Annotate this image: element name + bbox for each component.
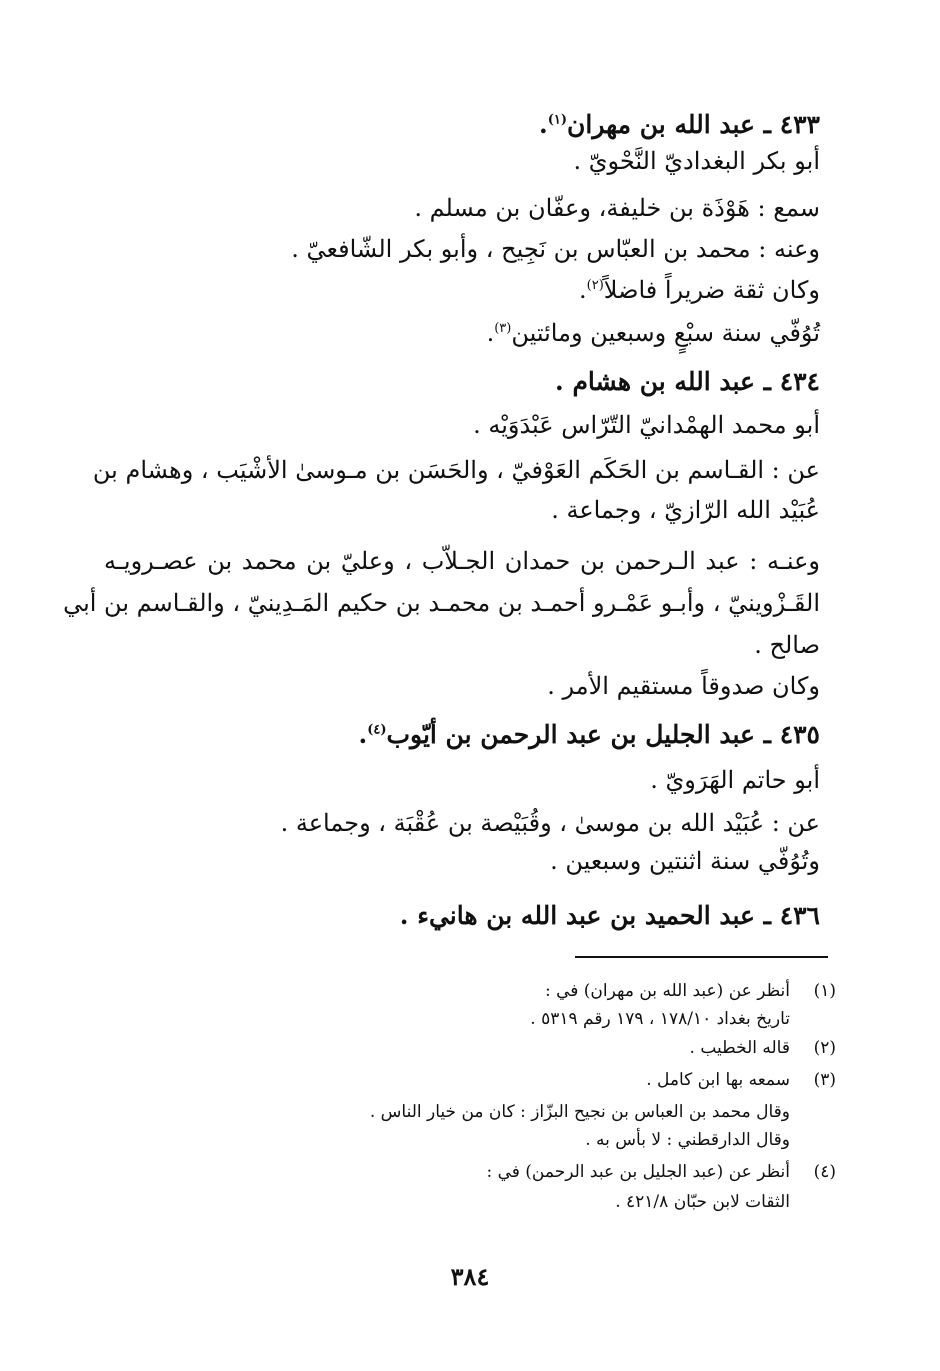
entry-434-students-end: صالح . bbox=[754, 631, 820, 659]
footnote-ref-2[interactable]: (٢) bbox=[586, 278, 604, 293]
footnote-ref-3[interactable]: (٣) bbox=[494, 321, 512, 336]
entry-433-grade: وكان ثقة ضريراً فاضلاً$^{(٢)}$. bbox=[578, 276, 820, 304]
footnote-number: (١) bbox=[813, 981, 836, 1001]
entry-434-grade: وكان صدوقاً مستقيم الأمر . bbox=[547, 672, 820, 700]
footnote-4: (٤)أنظر عن (عبد الجليل بن عبد الرحمن) في : bbox=[486, 1158, 836, 1186]
entry-435-heading: ٤٣٥ ـ عبد الجليل بن عبد الرحمن بن أيّوب$^{(٤)}$. bbox=[358, 720, 820, 749]
entry-433-death: تُوُفّي سنة سبْعٍ وسبعين ومائتين$^{(٣)}$. bbox=[486, 319, 820, 347]
page-number: ٣٨٤ bbox=[450, 1262, 490, 1291]
footnote-1: (١)أنظر عن (عبد الله بن مهران) في : bbox=[545, 977, 836, 1005]
footnote-ref-4[interactable]: (٤) bbox=[367, 722, 387, 738]
entry-434-kunya: أبو محمد الهمْدانيّ التّرّاس عَبْدَوَيْه . bbox=[473, 411, 820, 439]
entry-435-narrated-from: عن : عُبَيْد الله بن موسىٰ ، وقُبَيْصة بن عُقْبَة ، وجماعة . bbox=[280, 809, 820, 837]
entry-434-narrated-from: عن : القـاسم بن الحَكَم العَوْفيّ ، والحَسَن بن مـوسىٰ الأشْيَب ، وهشام بن bbox=[92, 456, 820, 484]
footnote-number: (٣) bbox=[813, 1070, 836, 1090]
footnote-ref-1[interactable]: (١) bbox=[547, 112, 568, 128]
entry-434-students-cont: القَـزْوينيّ ، وأبـو عَمْـرو أحمـد بن محمـد بن حكيم المَـدِينيّ ، والقـاسم بن أبي bbox=[63, 589, 820, 617]
entry-433-kunya: أبو بكر البغداديّ النَّحْويّ . bbox=[573, 147, 820, 175]
footnote-1-source: تاريخ بغداد ١٧٨/١٠ ، ١٧٩ رقم ٥٣١٩ . bbox=[530, 1009, 790, 1029]
entry-434-heading: ٤٣٤ ـ عبد الله بن هشام . bbox=[555, 367, 820, 396]
footnote-3: (٣)سمعه بها ابن كامل . bbox=[646, 1066, 836, 1094]
footnote-2: (٢)قاله الخطيب . bbox=[690, 1034, 836, 1062]
footnote-4-source: الثقات لابن حبّان ٤٢١/٨ . bbox=[615, 1192, 790, 1212]
entry-433-heading: ٤٣٣ ـ عبد الله بن مهران$^{(١)}$. bbox=[539, 110, 820, 139]
footnote-number: (٤) bbox=[813, 1162, 836, 1182]
entry-433-heard-from: سمع : هَوْذَة بن خليفة، وعفّان بن مسلم . bbox=[414, 194, 820, 222]
entry-434-narrated-from-cont: عُبَيْد الله الرّازيّ ، وجماعة . bbox=[551, 496, 820, 524]
footnote-separator bbox=[575, 956, 828, 958]
footnote-3-line-3: وقال الدارقطني : لا بأس به . bbox=[585, 1130, 790, 1150]
entry-434-students: وعنـه : عبد الـرحمن بن حمدان الجـلاّب ، وعليّ بن محمد بن عصـرويـه bbox=[104, 547, 820, 575]
entry-433-students: وعنه : محمد بن العبّاس بن نَجِيح ، وأبو بكر الشّافعيّ . bbox=[291, 235, 820, 263]
entry-435-kunya: أبو حاتم الهَرَويّ . bbox=[650, 766, 820, 794]
entry-436-heading: ٤٣٦ ـ عبد الحميد بن عبد الله بن هانيء . bbox=[399, 901, 820, 930]
footnote-number: (٢) bbox=[813, 1038, 836, 1058]
footnote-3-line-2: وقال محمد بن العباس بن نجيح البزّاز : كان من خيار الناس . bbox=[369, 1102, 790, 1122]
entry-435-death: وتُوُفّي سنة اثنتين وسبعين . bbox=[550, 847, 820, 875]
